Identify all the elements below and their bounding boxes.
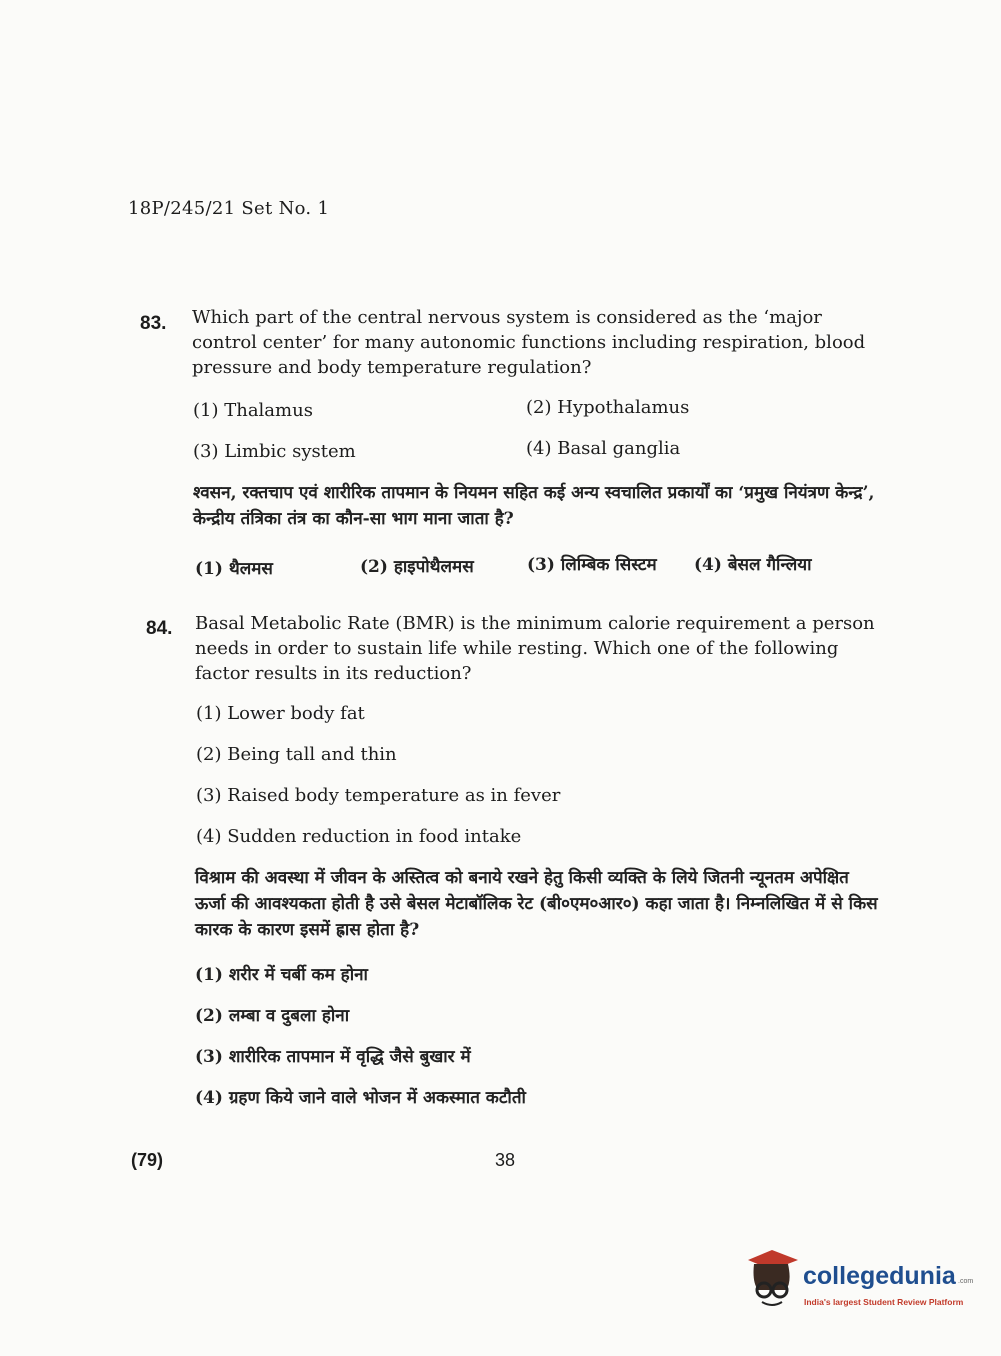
q84-option-4-hi: (4) ग्रहण किये जाने वाले भोजन में अकस्मात कटौती: [195, 1088, 526, 1108]
q84-option-1-en: (1) Lower body fat: [196, 703, 365, 724]
question-84-text-en: Basal Metabolic Rate (BMR) is the minimum calorie requirement a person needs in order to sustain life while resting. Which one of the following factor results in its reduction?: [195, 613, 875, 684]
q83-option-1-hi: (1) थैलमस: [195, 559, 273, 579]
question-83-text-hi: श्वसन, रक्तचाप एवं शारीरिक तापमान के नियमन सहित कई अन्य स्वचालित प्रकार्यों का ‘प्रमुख नियंत्रण केन्द्र’, केन्द्रीय तंत्रिका तंत्र का कौन-सा भाग माना जाता है?: [193, 483, 875, 529]
question-number-84: 84.: [146, 618, 173, 639]
collegedunia-mascot-icon: [742, 1248, 802, 1310]
q83-option-4-hi: (4) बेसल गैन्लिया: [694, 555, 812, 575]
question-83-text-en: Which part of the central nervous system is considered as the ‘major control center’ for many autonomic functions including respiration, blood pressure and body temperature regulation?: [192, 307, 866, 378]
brand-name: collegedunia: [803, 1262, 956, 1290]
q83-option-1-en: (1) Thalamus: [193, 400, 313, 421]
q84-option-2-hi: (2) लम्बा व दुबला होना: [195, 1006, 350, 1026]
q84-option-3-en: (3) Raised body temperature as in fever: [196, 785, 561, 806]
q83-option-3-en: (3) Limbic system: [193, 441, 356, 462]
footer-code: (79): [131, 1150, 164, 1170]
q84-option-4-en: (4) Sudden reduction in food intake: [196, 826, 522, 847]
q83-option-4-en: (4) Basal ganglia: [526, 438, 681, 459]
q83-option-3-hi: (3) लिम्बिक सिस्टम: [527, 555, 657, 575]
q84-option-3-hi: (3) शारीरिक तापमान में वृद्धि जैसे बुखार में: [195, 1047, 471, 1067]
question-number-83: 83.: [140, 313, 167, 334]
page-number: 38: [495, 1150, 516, 1170]
paper-code: 18P/245/21 Set No. 1: [128, 198, 330, 219]
question-84-text-hi: विश्राम की अवस्था में जीवन के अस्तित्व को बनाये रखने हेतु किसी व्यक्ति के लिये जितनी न्यूनतम अपेक्षित ऊर्जा की आवश्यकता होती है उसे बेसल मेटाबॉलिक रेट (बी०एम०आर०) कहा जाता है। निम्नलिखित में से किस कारक के कारण इसमें ह्रास होता है?: [195, 868, 878, 940]
q84-option-1-hi: (1) शरीर में चर्बी कम होना: [195, 965, 368, 985]
q83-option-2-hi: (2) हाइपोथैलमस: [360, 557, 474, 577]
q83-option-2-en: (2) Hypothalamus: [526, 397, 690, 418]
q84-option-2-en: (2) Being tall and thin: [196, 744, 397, 765]
brand-domain: .com: [958, 1278, 974, 1285]
brand-tagline: India's largest Student Review Platform: [804, 1297, 964, 1307]
